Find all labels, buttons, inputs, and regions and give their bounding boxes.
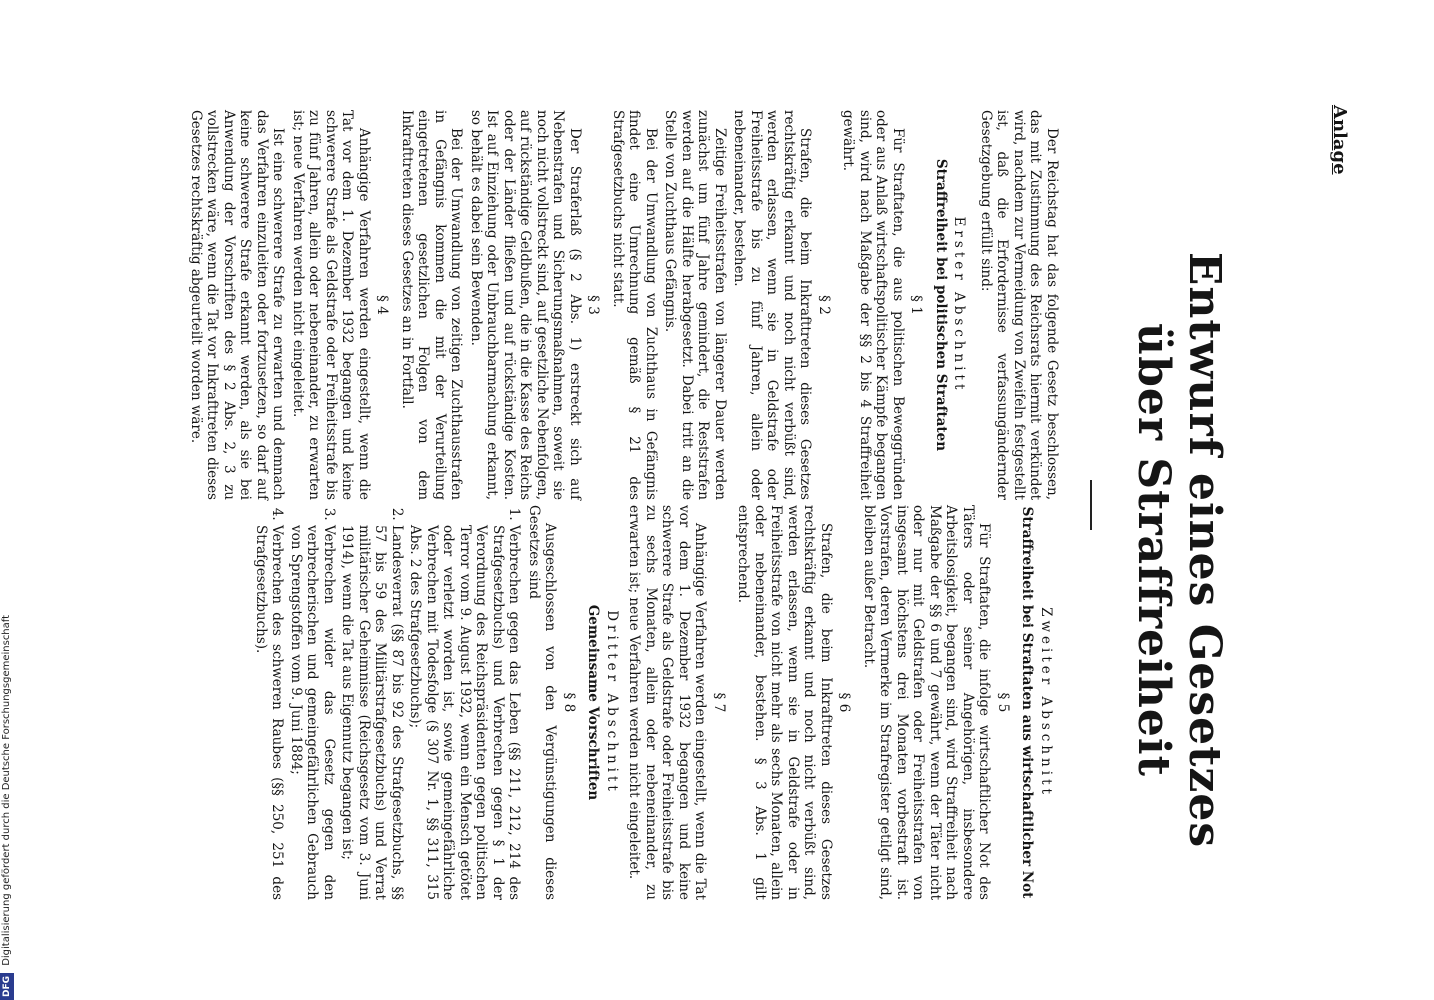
anlage-label: Anlage [1329, 105, 1350, 175]
section3-heading: Gemeinsame Vorschriften [585, 604, 602, 801]
intro-paragraph: Der Reichstag hat das folgende Gesetz beschlossen, das mit Zustimmung des Reichsrats hiermit verkündet wird, nachdem zur Vermeidung von Zweifeln festgestellt ist, daß die Erfordernisse verfassungändernder Gesetzgebung erfüllt sind: [978, 110, 1060, 500]
para1-text: Für Straftaten, die aus politischen Beweggründen oder aus Anlaß wirtschaftspolitischer Kämpfe begangen sind, wird nach Maßgabe der §§ 2 bis 4 Straffreiheit gewährt. [840, 110, 906, 500]
para7-text: Anhängige Verfahren werden eingestellt, wenn die Tat vor dem 1. Dezember 1932 begangen und keine schwerere Strafe als Geldstrafe oder Freiheitsstrafe bis zu sechs Monaten, allein oder nebeneinander, zu erwarten ist; neue Verfahren werden nicht eingeleitet. [626, 505, 709, 900]
list-item: 4. Verbrechen des schweren Raubes (§§ 250, 251 des Strafgesetzbuchs). [253, 525, 286, 900]
list-item: 2. Landesverrat (§§ 87 bis 92 des Strafgesetzbuchs, §§ 57 bis 59 des Militärstrafgesetzbuchs) und Verrat militärischer Geheimnisse (Reichsgesetz vom 3. Juni 1914), wenn die Tat aus Eigennutz begangen ist; [339, 525, 405, 900]
dfg-logo: DFG [0, 973, 14, 1000]
para3-text-a: Der Straferlaß (§ 2 Abs. 1) erstreckt sich auf Nebenstrafen und Sicherungsmaßnahmen, soweit sie noch nicht vollstreckt sind, auf gesetzliche Nebenfolgen, auf rückständige Geldbußen, die in die Kasse des Reichs oder der Länder fließen und auf rückständige Kosten. Ist auf Einziehung oder Unbrauchbarmachung erkannt, so behält es dabei sein Bewenden. [468, 110, 583, 500]
para4-title: § 4 [374, 295, 391, 315]
para5-title: § 5 [995, 692, 1011, 713]
para3-title: § 3 [585, 295, 602, 315]
document-title: Entwurf eines Gesetzes über Straffreiheit [1128, 251, 1230, 849]
list-item: 1. Verbrechen gegen das Leben (§§ 211, 212, 214 des Strafgesetzbuchs) und Verbrechen gegen § 1 der Verordnung des Reichspräsidenten gegen politischen Terror vom 9. August 1932, wenn ein Mensch getötet oder verletzt worden ist, sowie gemeingefährliche Verbrechen mit Todesfolge (§ 307 Nr. 1, §§ 311, 315 Abs. 2 des Strafgesetzbuchs); [407, 525, 523, 900]
para2-text-a: Strafen, die beim Inkrafttreten dieses Gesetzes rechtskräftig erkannt und noch nicht verbüßt sind, werden erlassen, wenn sie in Geldstrafe oder Freiheitsstrafe bis zu fünf Jahren, allein oder nebeneinander, bestehen. [731, 110, 814, 500]
para8-intro: Ausgeschlossen von den Vergünstigungen dieses Gesetzes sind [526, 505, 559, 900]
para4-text-a: Anhängige Verfahren werden eingestellt, wenn die Tat vor dem 1. Dezember 1932 begangen und keine schwerere Strafe als Geldstrafe oder Freiheitsstrafe bis zu fünf Jahren, allein oder nebeneinander, zu erwarten ist; neue Verfahren werden nicht eingeleitet. [290, 110, 372, 500]
list-item: 3. Verbrechen wider das Gesetz gegen den verbrecherischen und gemeingefährlichen Gebrauch von Sprengstoffen vom 9. Juni 1884; [288, 525, 338, 900]
para4-text-b: Ist eine schwerere Strafe zu erwarten und demnach das Verfahren einzuleiten oder fortzusetzen, so darf auf keine schwerere Strafe erkannt werden, als sie bei Anwendung der Vorschriften des § 2 Abs. 2, 3 zu vollstrecken wäre, wenn die Tat vor Inkrafttreten dieses Gesetzes rechtskräftig abgeurteilt worden wäre. [188, 110, 287, 500]
section2-heading: Straffreiheit bei Straftaten aus wirtschaftlicher Not [1019, 506, 1036, 899]
para6-title: § 6 [836, 692, 853, 713]
digitization-credit [0, 20, 14, 1000]
para5-text: Für Straftaten, die infolge wirtschaftlicher Not des Täters oder seiner Angehörigen, insbesondere Arbeitslosigkeit, begangen sind, wird Straffreiheit nach Maßgabe der §§ 6 und 7 gewährt, wenn der Täter nicht oder nur mit Geldstrafen oder Freiheitsstrafen von insgesamt höchstens drei Monaten vorbestraft ist. Vorstrafen, deren Vermerke im Strafregister getilgt sind, bleiben außer Betracht. [861, 505, 993, 900]
para1-title: § 1 [908, 295, 925, 315]
left-column [185, 110, 1061, 500]
para8-title: § 8 [561, 692, 577, 713]
exclusion-list [253, 505, 523, 900]
para7-title: § 7 [711, 692, 727, 713]
credit-text: Digitalisierung gefördert durch die Deutsche Forschungsgemeinschaft [1, 614, 12, 966]
title-divider [1090, 480, 1092, 530]
para2-text-b: Zeitige Freiheitsstrafen von längerer Dauer werden zunächst um fünf Jahre gemindert, die Reststrafen werden auf die Hälfte herabgesetzt. Dabei tritt an die Stelle von Zuchthaus Gefängnis. [662, 110, 728, 500]
rotated-document [130, 0, 1360, 1000]
section1-heading: Straffreiheit bei politischen Straftaten [933, 158, 949, 452]
section1-label: Erster Abschnitt [951, 216, 968, 394]
para2-text-c: Bei der Umwandlung von Zuchthaus in Gefängnis findet eine Umrechnung gemäß § 21 des Strafgesetzbuchs nicht statt. [610, 110, 659, 500]
section3-label: Dritter Abschnitt [604, 610, 620, 795]
right-column [251, 505, 1061, 900]
para3-text-b: Bei der Umwandlung von zeitigen Zuchthausstrafen in Gefängnis kommen die mit der Verurteilung eingetretenen gesetzlichen Folgen von dem Inkrafttreten dieses Gesetzes an in Fortfall. [399, 110, 465, 500]
section2-label: Zweiter Abschnitt [1038, 607, 1054, 798]
para2-title: § 2 [816, 295, 832, 315]
para6-text: Strafen, die beim Inkrafttreten dieses Gesetzes rechtskräftig erkannt und noch nicht verbüßt sind, werden erlassen, wenn sie in Geldstrafe oder in Freiheitsstrafe von nicht mehr als sechs Monaten, allein oder nebeneinander, bestehen. § 3 Abs. 1 gilt entsprechend. [735, 505, 834, 900]
